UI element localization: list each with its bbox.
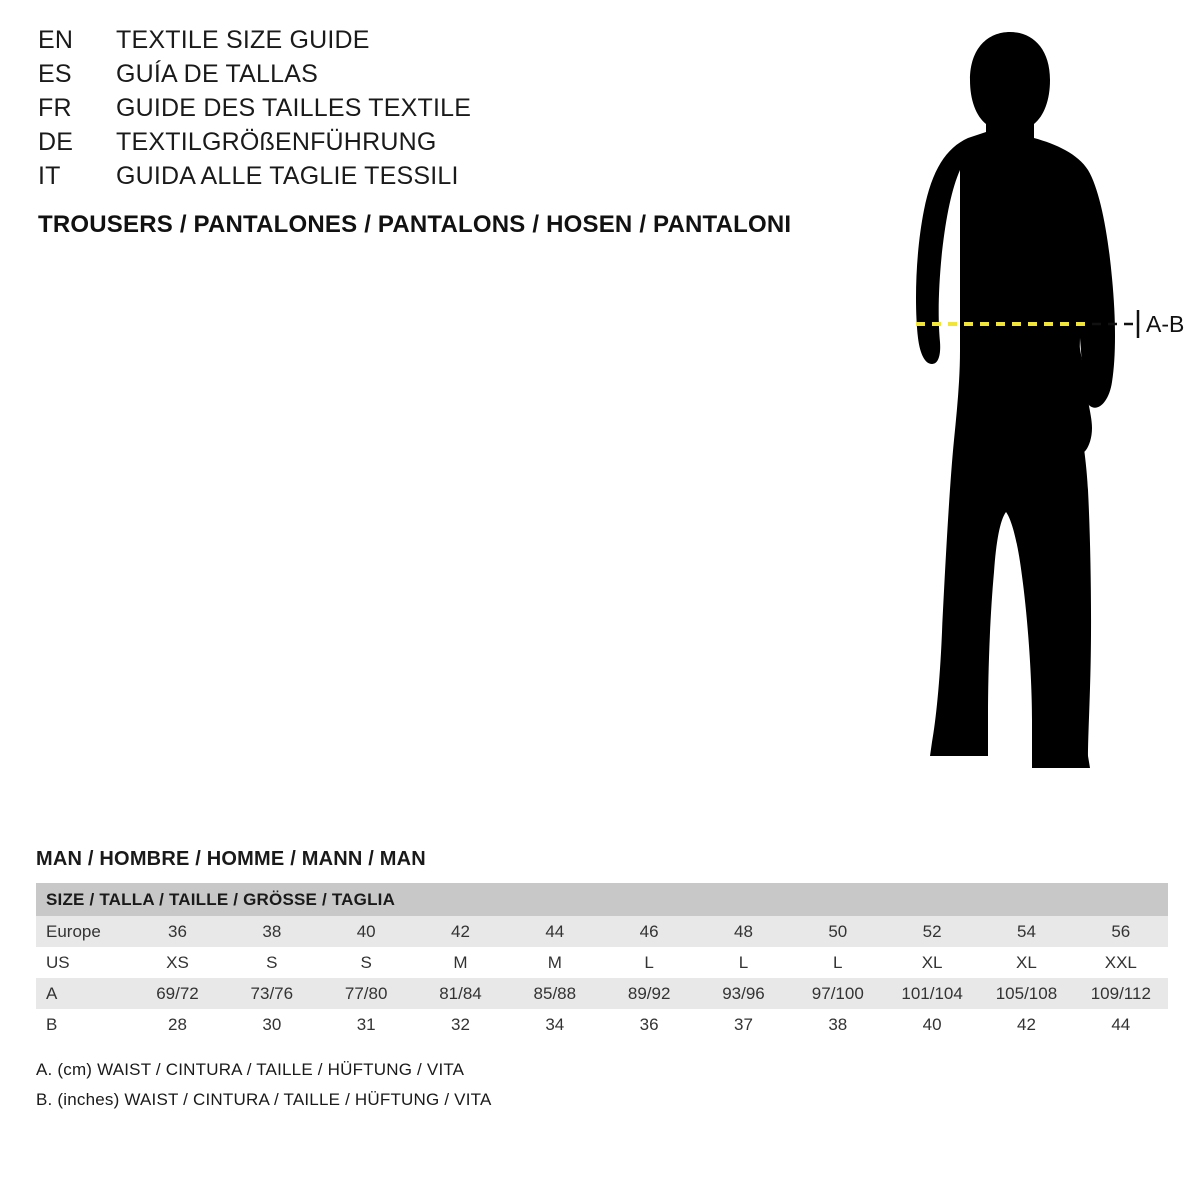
table-row [36, 916, 1168, 947]
language-title: GUIDE DES TAILLES TEXTILE [116, 94, 472, 122]
table-cell: M [413, 947, 507, 978]
table-cell: 81/84 [413, 978, 507, 1009]
row-label: Europe [36, 916, 130, 947]
garment-type-title: TROUSERS / PANTALONES / PANTALONS / HOSEN / PANTALONI [38, 211, 792, 238]
table-cell: 89/92 [602, 978, 696, 1009]
footnote-b: B. (inches) WAIST / CINTURA / TAILLE / HÜFTUNG / VITA [36, 1090, 492, 1109]
figure-illustration [820, 20, 1200, 810]
table-row [36, 978, 1168, 1009]
language-title: GUIDA ALLE TAGLIE TESSILI [116, 162, 459, 190]
table-cell: 44 [508, 916, 602, 947]
language-row-es [38, 62, 818, 87]
table-header-row [36, 883, 1168, 916]
table-cell: 37 [696, 1009, 790, 1040]
header-language-block [38, 28, 818, 239]
male-silhouette-icon [916, 32, 1115, 768]
language-title: TEXTILGRÖßENFÜHRUNG [116, 128, 437, 156]
table-cell: 97/100 [791, 978, 885, 1009]
table-cell: 77/80 [319, 978, 413, 1009]
table-cell: 48 [696, 916, 790, 947]
row-label: US [36, 947, 130, 978]
table-cell: 40 [319, 916, 413, 947]
language-row-en [38, 28, 818, 53]
language-row-it [38, 164, 818, 189]
table-cell: S [225, 947, 319, 978]
table-cell: XL [885, 947, 979, 978]
language-title: TEXTILE SIZE GUIDE [116, 26, 370, 54]
table-header-label: SIZE / TALLA / TAILLE / GRÖSSE / TAGLIA [36, 883, 1168, 916]
table-cell: XS [130, 947, 224, 978]
table-cell: 69/72 [130, 978, 224, 1009]
table-cell: 85/88 [508, 978, 602, 1009]
table-row [36, 947, 1168, 978]
table-cell: 101/104 [885, 978, 979, 1009]
measure-label-a-b: A-B [1146, 311, 1185, 337]
table-cell: 38 [791, 1009, 885, 1040]
row-label: A [36, 978, 130, 1009]
table-cell: L [602, 947, 696, 978]
table-cell: 34 [508, 1009, 602, 1040]
table-cell: 73/76 [225, 978, 319, 1009]
table-cell: 52 [885, 916, 979, 947]
table-cell: 28 [130, 1009, 224, 1040]
footnote-a: A. (cm) WAIST / CINTURA / TAILLE / HÜFTUNG / VITA [36, 1060, 465, 1079]
table-cell: 50 [791, 916, 885, 947]
table-cell: 109/112 [1074, 978, 1168, 1009]
table-cell: 54 [979, 916, 1073, 947]
language-code: DE [38, 128, 74, 156]
table-cell: L [696, 947, 790, 978]
table-cell: 36 [602, 1009, 696, 1040]
table-cell: 46 [602, 916, 696, 947]
table-cell: 42 [413, 916, 507, 947]
language-code: ES [38, 60, 72, 88]
size-table-section [36, 848, 1168, 1120]
table-cell: 105/108 [979, 978, 1073, 1009]
table-cell: 31 [319, 1009, 413, 1040]
row-label: B [36, 1009, 130, 1040]
table-cell: S [319, 947, 413, 978]
table-row [36, 1009, 1168, 1040]
table-cell: 36 [130, 916, 224, 947]
table-cell: 44 [1074, 1009, 1168, 1040]
language-code: FR [38, 94, 72, 122]
language-row-fr [38, 96, 818, 121]
table-cell: 40 [885, 1009, 979, 1040]
language-title: GUÍA DE TALLAS [116, 60, 318, 88]
table-cell: M [508, 947, 602, 978]
table-cell: L [791, 947, 885, 978]
table-caption: MAN / HOMBRE / HOMME / MANN / MAN [36, 848, 426, 870]
size-table [36, 883, 1168, 1040]
table-cell: XXL [1074, 947, 1168, 978]
footnotes [36, 1060, 1168, 1110]
language-code: IT [38, 162, 61, 190]
language-row-de [38, 130, 818, 155]
table-cell: 93/96 [696, 978, 790, 1009]
table-cell: 30 [225, 1009, 319, 1040]
table-cell: XL [979, 947, 1073, 978]
table-cell: 42 [979, 1009, 1073, 1040]
table-cell: 56 [1074, 916, 1168, 947]
table-cell: 38 [225, 916, 319, 947]
language-code: EN [38, 26, 74, 54]
table-cell: 32 [413, 1009, 507, 1040]
